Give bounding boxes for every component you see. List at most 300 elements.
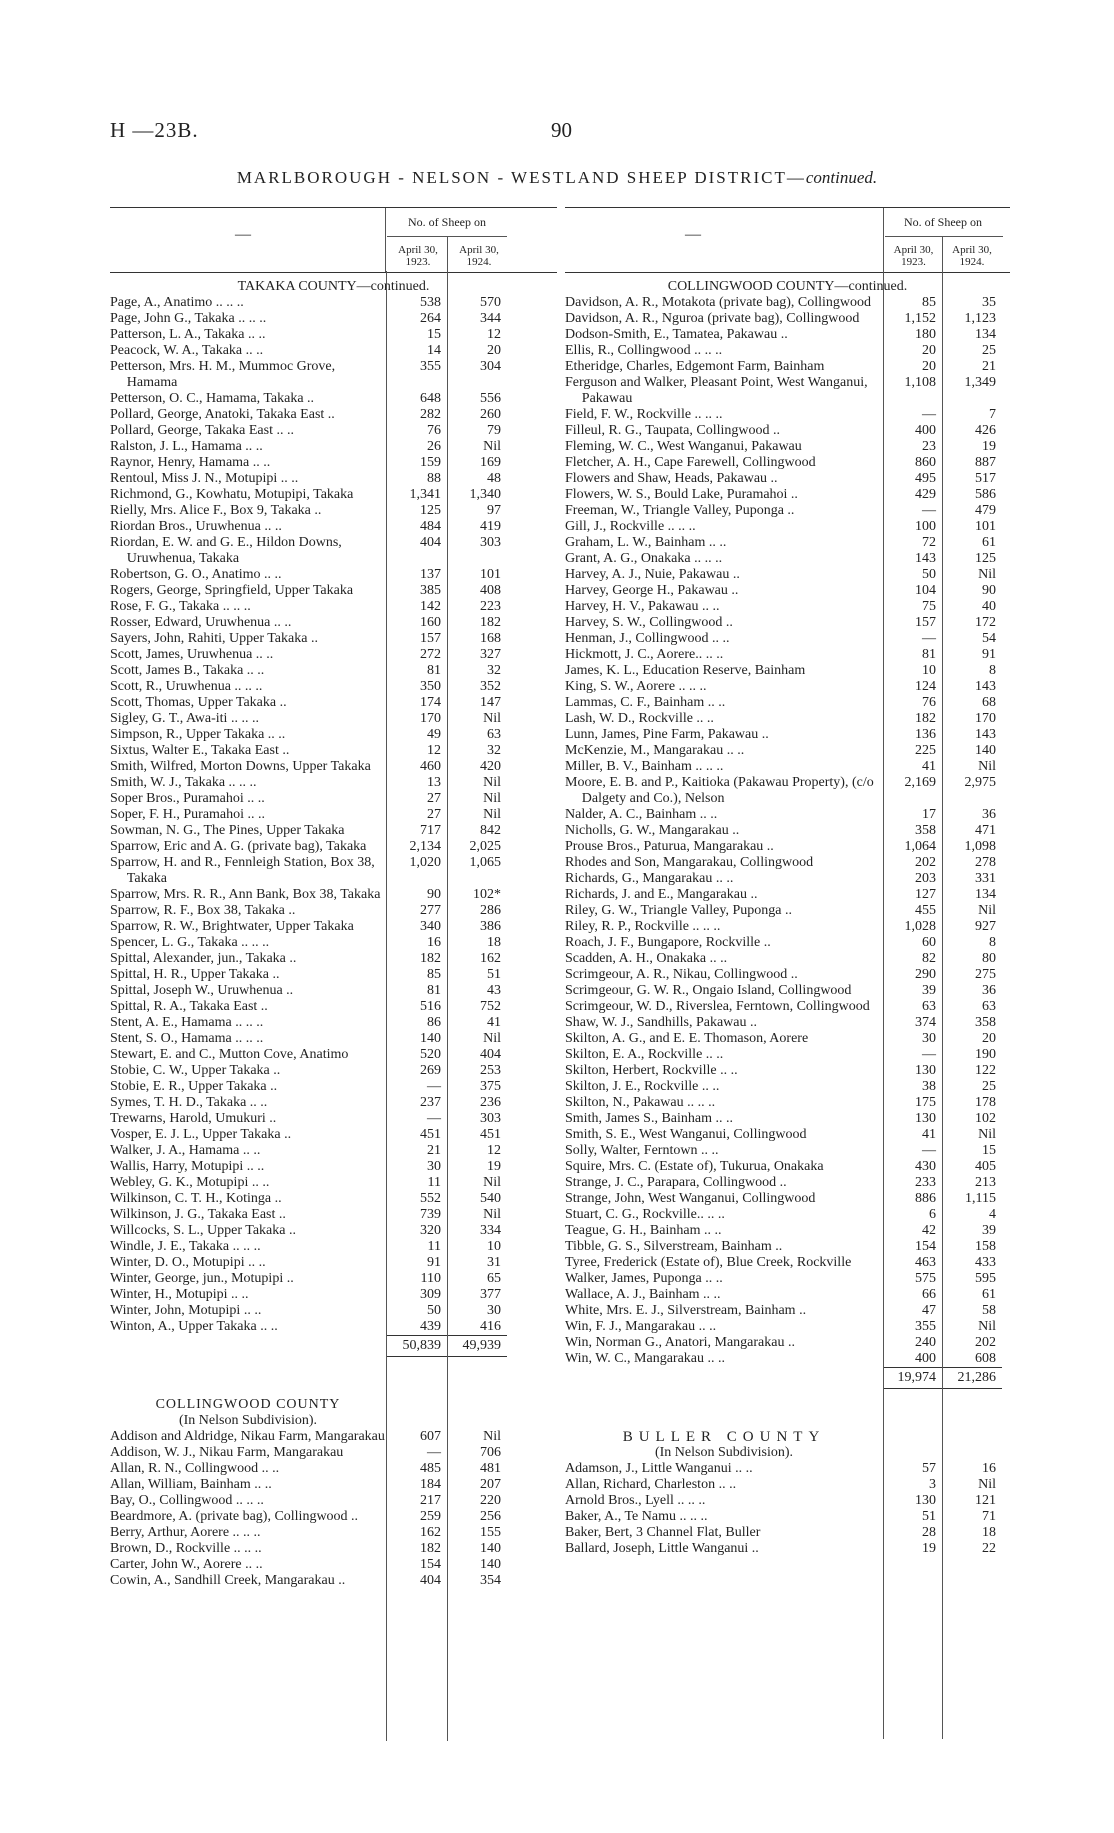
sheep-1924: 327	[480, 647, 501, 662]
sheep-1924: 354	[480, 1573, 501, 1588]
owner-name: Baker, A., Te Namu .. .. ..	[565, 1509, 708, 1524]
sheep-1924: 1,340	[469, 487, 501, 502]
sheep-1924: 303	[480, 1111, 501, 1126]
sheep-1924: 10	[487, 1239, 501, 1254]
sheep-1924: 43	[487, 983, 501, 998]
page-number: 90	[551, 118, 572, 142]
owner-name: Winton, A., Upper Takaka .. ..	[110, 1319, 278, 1334]
table-row	[565, 535, 1010, 551]
sheep-1923: 272	[420, 647, 441, 662]
table-row	[110, 1255, 557, 1271]
owner-name: Scrimgeour, W. D., Riverslea, Ferntown, Collingwood	[565, 999, 870, 1014]
sheep-1924: 1,349	[964, 375, 996, 390]
table-row	[110, 311, 557, 327]
sheep-1923: 23	[922, 439, 936, 454]
sheep-1923: 451	[420, 1127, 441, 1142]
owner-name: Rose, F. G., Takaka .. .. ..	[110, 599, 251, 614]
table-row	[110, 1175, 557, 1191]
owner-name: Spittal, R. A., Takaka East ..	[110, 999, 268, 1014]
table-row	[565, 1015, 1010, 1031]
sheep-1924: Nil	[978, 759, 996, 774]
sheep-1923: 50	[427, 1303, 441, 1318]
table-row	[565, 567, 1010, 583]
sheep-1924: 405	[975, 1159, 996, 1174]
sheep-1923: 15	[427, 327, 441, 342]
sheep-1924: 420	[480, 759, 501, 774]
sheep-1923: 72	[922, 535, 936, 550]
table-row	[565, 375, 1010, 407]
sheep-1923: 717	[420, 823, 441, 838]
left-table-body	[110, 279, 557, 1589]
sheep-1924: 20	[982, 1031, 996, 1046]
owner-name: Nicholls, G. W., Mangarakau ..	[565, 823, 740, 838]
owner-name: White, Mrs. E. J., Silverstream, Bainham ..	[565, 1303, 807, 1318]
sheep-1923: 259	[420, 1509, 441, 1524]
sheep-1923: 91	[427, 1255, 441, 1270]
table-row	[110, 1319, 557, 1335]
table-row	[110, 471, 557, 487]
sheep-1924: Nil	[483, 711, 501, 726]
table-row	[565, 1351, 1010, 1367]
table-row	[565, 551, 1010, 567]
owner-name: Stewart, E. and C., Mutton Cove, Anatimo	[110, 1047, 349, 1062]
table-row	[110, 1015, 557, 1031]
sheep-1924: 125	[975, 551, 996, 566]
owner-name: Filleul, R. G., Taupata, Collingwood ..	[565, 423, 780, 438]
sheep-1924: 168	[480, 631, 501, 646]
sheep-1924: 1,123	[964, 311, 996, 326]
owner-name: Solly, Walter, Ferntown .. ..	[565, 1143, 719, 1158]
table-row	[110, 583, 557, 599]
sheep-1923: 175	[915, 1095, 936, 1110]
owner-name: Richards, J. and E., Mangarakau ..	[565, 887, 758, 902]
sheep-1924: 479	[975, 503, 996, 518]
sheep-1923: 57	[922, 1461, 936, 1476]
sheep-1923: 30	[427, 1159, 441, 1174]
owner-name: Smith, James S., Bainham .. ..	[565, 1111, 733, 1126]
sheep-1923: 41	[922, 1127, 936, 1142]
owner-name: Winter, George, jun., Motupipi ..	[110, 1271, 294, 1286]
sheep-1923: 355	[915, 1319, 936, 1334]
sheep-1924: 8	[989, 935, 996, 950]
sheep-1924: 19	[487, 1159, 501, 1174]
owner-name: Harvey, George H., Pakawau ..	[565, 583, 739, 598]
owner-name: Rhodes and Son, Mangarakau, Collingwood	[565, 855, 814, 870]
sheep-1923: 75	[922, 599, 936, 614]
owner-name: Smith, W. J., Takaka .. .. ..	[110, 775, 257, 790]
sheep-1924: 451	[480, 1127, 501, 1142]
table-row	[110, 1493, 557, 1509]
table-row	[565, 1271, 1010, 1287]
owner-name: Wilkinson, J. G., Takaka East ..	[110, 1207, 286, 1222]
table-row	[565, 727, 1010, 743]
sheep-1923: 439	[420, 1319, 441, 1334]
table-row	[565, 327, 1010, 343]
sheep-1923: 404	[420, 1573, 441, 1588]
owner-name: Nalder, A. C., Bainham .. ..	[565, 807, 718, 822]
table-row	[110, 807, 557, 823]
owner-name: Pollard, George, Takaka East .. ..	[110, 423, 294, 438]
table-row	[110, 615, 557, 631]
sheep-1923: 2,169	[904, 775, 936, 790]
table-row	[110, 1047, 557, 1063]
owner-name: Skilton, N., Pakawau .. .. ..	[565, 1095, 716, 1110]
owner-name: Petterson, O. C., Hamama, Takaka ..	[110, 391, 315, 406]
header-dash: —	[235, 226, 251, 243]
owner-name: Patterson, L. A., Takaka .. ..	[110, 327, 266, 342]
table-row	[565, 1111, 1010, 1127]
sheep-1923: 49	[427, 727, 441, 742]
table-row	[110, 1079, 557, 1095]
sheep-1924: 65	[487, 1271, 501, 1286]
table-row	[565, 1207, 1010, 1223]
sheep-1923: 174	[420, 695, 441, 710]
table-row	[110, 679, 557, 695]
owner-name: Tyree, Frederick (Estate of), Blue Creek, Rockville	[565, 1255, 852, 1270]
owner-name: Strange, John, West Wanganui, Collingwood	[565, 1191, 816, 1206]
owner-name: Grant, A. G., Onakaka .. .. ..	[565, 551, 723, 566]
owner-name: Stobie, C. W., Upper Takaka ..	[110, 1063, 281, 1078]
sheep-1924: 608	[975, 1351, 996, 1366]
table-row	[110, 1159, 557, 1175]
owner-name: James, K. L., Education Reserve, Bainham	[565, 663, 806, 678]
sheep-1923: —	[427, 1079, 441, 1094]
sheep-1923: 182	[915, 711, 936, 726]
sheep-1924: 8	[989, 663, 996, 678]
sheep-1923: 26	[427, 439, 441, 454]
sheep-1923: 137	[420, 567, 441, 582]
sheep-1924: 842	[480, 823, 501, 838]
table-row	[565, 967, 1010, 983]
sheep-1924: Nil	[978, 903, 996, 918]
owner-name: Sparrow, R. W., Brightwater, Upper Takaka	[110, 919, 354, 934]
owner-name: Flowers and Shaw, Heads, Pakawau ..	[565, 471, 778, 486]
table-row	[565, 679, 1010, 695]
table-row	[565, 1063, 1010, 1079]
table-row	[110, 503, 557, 519]
table-row	[110, 487, 557, 503]
table-row	[565, 311, 1010, 327]
owner-name: Spencer, L. G., Takaka .. .. ..	[110, 935, 270, 950]
sheep-1924: 433	[975, 1255, 996, 1270]
sheep-1924: 51	[487, 967, 501, 982]
owner-name: Stuart, C. G., Rockville.. .. ..	[565, 1207, 725, 1222]
sheep-1923: 170	[420, 711, 441, 726]
owner-name: Berry, Arthur, Aorere .. .. ..	[110, 1525, 261, 1540]
table-row	[565, 951, 1010, 967]
table-row	[565, 1095, 1010, 1111]
sheep-1923: 607	[420, 1429, 441, 1444]
owner-name: Sigley, G. T., Awa-iti .. .. ..	[110, 711, 259, 726]
owner-name: Harvey, H. V., Pakawau .. ..	[565, 599, 720, 614]
sheep-1923: 159	[420, 455, 441, 470]
sheep-1923: 38	[922, 1079, 936, 1094]
table-row	[565, 839, 1010, 855]
sheep-1924: 344	[480, 311, 501, 326]
table-row	[565, 1493, 1010, 1509]
sheep-1924: 36	[982, 983, 996, 998]
sheep-1924: 147	[480, 695, 501, 710]
sheep-1924: 101	[480, 567, 501, 582]
table-row	[565, 1335, 1010, 1351]
sheep-1923: 51	[922, 1509, 936, 1524]
table-row	[110, 407, 557, 423]
sheep-1924: 1,115	[965, 1191, 996, 1206]
owner-name: Roach, J. F., Bungapore, Rockville ..	[565, 935, 771, 950]
table-row	[110, 535, 557, 567]
total-1923: 19,974	[883, 1367, 942, 1389]
table-row	[110, 903, 557, 919]
owner-name: Allan, William, Bainham .. ..	[110, 1477, 272, 1492]
table-row	[110, 823, 557, 839]
sheep-1924: 68	[982, 695, 996, 710]
table-row	[110, 1573, 557, 1589]
sheep-1924: 63	[487, 727, 501, 742]
table-row	[565, 471, 1010, 487]
owner-name: Sparrow, Mrs. R. R., Ann Bank, Box 38, Takaka	[110, 887, 381, 902]
sheep-1923: 233	[915, 1175, 936, 1190]
table-row	[110, 423, 557, 439]
sheep-1923: 11	[427, 1239, 441, 1254]
table-row	[110, 1477, 557, 1493]
owner-name: Miller, B. V., Bainham .. .. ..	[565, 759, 724, 774]
table-row	[110, 967, 557, 983]
table-row	[110, 391, 557, 407]
sheep-1924: Nil	[483, 1175, 501, 1190]
sheep-1923: 50	[922, 567, 936, 582]
sheep-1923: 85	[922, 295, 936, 310]
owner-name: Skilton, E. A., Rockville .. ..	[565, 1047, 724, 1062]
owner-name: Scadden, A. H., Onakaka .. ..	[565, 951, 728, 966]
owner-name: Addison and Aldridge, Nikau Farm, Mangarakau	[110, 1429, 385, 1444]
sheep-1924: 2,025	[469, 839, 501, 854]
sheep-1923: 130	[915, 1063, 936, 1078]
table-row	[565, 1319, 1010, 1335]
header-dash: —	[685, 226, 701, 243]
sheep-1924: 20	[487, 343, 501, 358]
sheep-1923: 160	[420, 615, 441, 630]
sheep-1923: 86	[427, 1015, 441, 1030]
sheep-1923: 2,134	[409, 839, 441, 854]
sheep-1923: 400	[915, 1351, 936, 1366]
owner-name: McKenzie, M., Mangarakau .. ..	[565, 743, 745, 758]
page-title: MARLBOROUGH - NELSON - WESTLAND SHEEP DISTRICT—continued.	[236, 168, 878, 187]
sheep-1924: 71	[982, 1509, 996, 1524]
owner-name: Strange, J. C., Parapara, Collingwood ..	[565, 1175, 787, 1190]
sheep-1923: 162	[420, 1525, 441, 1540]
total-row-takaka	[110, 1335, 557, 1357]
sheep-1924: 586	[975, 487, 996, 502]
sheep-1924: 169	[480, 455, 501, 470]
sheep-1923: —	[427, 1445, 441, 1460]
owner-name: Win, Norman G., Anatori, Mangarakau ..	[565, 1335, 795, 1350]
sheep-1923: 6	[929, 1207, 936, 1222]
table-row	[565, 1303, 1010, 1319]
sheep-1924: 927	[975, 919, 996, 934]
owner-name: Scrimgeour, G. W. R., Ongaio Island, Collingwood	[565, 983, 852, 998]
table-row	[110, 1461, 557, 1477]
sheep-1924: 178	[975, 1095, 996, 1110]
owner-name: Robertson, G. O., Anatimo .. ..	[110, 567, 282, 582]
sheep-1923: 282	[420, 407, 441, 422]
sheep-1923: 1,064	[904, 839, 936, 854]
owner-name: Lammas, C. F., Bainham .. ..	[565, 695, 726, 710]
sheep-1923: 136	[915, 727, 936, 742]
owner-name: Rielly, Mrs. Alice F., Box 9, Takaka ..	[110, 503, 322, 518]
sheep-1923: 538	[420, 295, 441, 310]
sheep-1924: 91	[982, 647, 996, 662]
total-1924: 21,286	[942, 1367, 1002, 1389]
sheep-1924: 90	[982, 583, 996, 598]
sheep-1924: 102	[975, 1111, 996, 1126]
owner-name: Cowin, A., Sandhill Creek, Mangarakau ..	[110, 1573, 346, 1588]
sheep-1924: Nil	[483, 439, 501, 454]
owner-name: Allan, Richard, Charleston .. ..	[565, 1477, 737, 1492]
sheep-1923: 463	[915, 1255, 936, 1270]
sheep-1924: 556	[480, 391, 501, 406]
sheep-1924: 386	[480, 919, 501, 934]
document-code: H —23B.	[110, 118, 199, 142]
table-row	[110, 743, 557, 759]
sheep-1923: 309	[420, 1287, 441, 1302]
sheep-1924: 375	[480, 1079, 501, 1094]
sheep-1923: 39	[922, 983, 936, 998]
sheep-1923: 485	[420, 1461, 441, 1476]
sheep-1924: 19	[982, 439, 996, 454]
table-row	[565, 743, 1010, 759]
owner-name: Spittal, Joseph W., Uruwhenua ..	[110, 983, 294, 998]
sheep-1924: 40	[982, 599, 996, 614]
owner-name: Sparrow, H. and R., Fennleigh Station, Box 38, Takaka	[110, 855, 375, 886]
sheep-1923: 157	[915, 615, 936, 630]
owner-name: Vosper, E. J. L., Upper Takaka ..	[110, 1127, 292, 1142]
table-row	[565, 983, 1010, 999]
sheep-1924: 80	[982, 951, 996, 966]
sheep-1923: 42	[922, 1223, 936, 1238]
sheep-1923: 27	[427, 791, 441, 806]
table-row	[565, 1047, 1010, 1063]
owner-name: Graham, L. W., Bainham .. ..	[565, 535, 727, 550]
table-row	[110, 647, 557, 663]
owner-name: Henman, J., Collingwood .. ..	[565, 631, 730, 646]
sheep-1923: 66	[922, 1287, 936, 1302]
owner-name: Sowman, N. G., The Pines, Upper Takaka	[110, 823, 345, 838]
sheep-1924: 286	[480, 903, 501, 918]
owner-name: Soper Bros., Puramahoi .. ..	[110, 791, 265, 806]
sheep-1923: —	[427, 1111, 441, 1126]
table-row	[565, 455, 1010, 471]
sheep-1923: 886	[915, 1191, 936, 1206]
sheep-1924: 304	[480, 359, 501, 374]
sheep-1923: 130	[915, 1493, 936, 1508]
sheep-1923: 17	[922, 807, 936, 822]
sheep-1923: 63	[922, 999, 936, 1014]
owner-name: Skilton, J. E., Rockville .. ..	[565, 1079, 720, 1094]
table-row	[565, 1175, 1010, 1191]
owner-name: Harvey, S. W., Collingwood ..	[565, 615, 733, 630]
sheep-1923: 19	[922, 1541, 936, 1556]
sheep-1924: 158	[975, 1239, 996, 1254]
sheep-1923: 484	[420, 519, 441, 534]
sheep-1923: 237	[420, 1095, 441, 1110]
owner-name: Carter, John W., Aorere .. ..	[110, 1557, 263, 1572]
owner-name: Sparrow, Eric and A. G. (private bag), Takaka	[110, 839, 367, 854]
sheep-1924: 426	[975, 423, 996, 438]
sheep-1923: 127	[915, 887, 936, 902]
table-row	[565, 583, 1010, 599]
sheep-1923: 404	[420, 535, 441, 550]
table-row	[110, 1445, 557, 1461]
table-row	[565, 599, 1010, 615]
sheep-1924: 155	[480, 1525, 501, 1540]
sheep-1924: 1,065	[469, 855, 501, 870]
total-1924: 49,939	[447, 1335, 507, 1357]
table-row	[110, 695, 557, 711]
sheep-1923: 374	[915, 1015, 936, 1030]
table-row	[110, 599, 557, 615]
owner-name: Rosser, Edward, Uruwhenua .. ..	[110, 615, 292, 630]
owner-name: Flowers, W. S., Bould Lake, Puramahoi ..	[565, 487, 798, 502]
table-row	[565, 711, 1010, 727]
sheep-1924: 18	[487, 935, 501, 950]
owner-name: Fletcher, A. H., Cape Farewell, Collingwood	[565, 455, 816, 470]
owner-name: Skilton, Herbert, Rockville .. ..	[565, 1063, 738, 1078]
sheep-1923: 88	[427, 471, 441, 486]
table-row	[565, 519, 1010, 535]
table-row	[110, 359, 557, 391]
owner-name: Rogers, George, Springfield, Upper Takaka	[110, 583, 354, 598]
sheep-1923: 350	[420, 679, 441, 694]
sheep-1924: 54	[982, 631, 996, 646]
sheep-1924: 540	[480, 1191, 501, 1206]
sheep-1924: 25	[982, 1079, 996, 1094]
owner-name: Soper, F. H., Puramahoi .. ..	[110, 807, 266, 822]
sheep-1924: 275	[975, 967, 996, 982]
table-row	[110, 1063, 557, 1079]
owner-name: Wilkinson, C. T. H., Kotinga ..	[110, 1191, 282, 1206]
sheep-1924: 220	[480, 1493, 501, 1508]
left-table-header	[110, 207, 557, 273]
owner-name: Windle, J. E., Takaka .. .. ..	[110, 1239, 261, 1254]
sheep-1923: 269	[420, 1063, 441, 1078]
sheep-1923: 157	[420, 631, 441, 646]
sheep-1924: 419	[480, 519, 501, 534]
owner-name: Smith, Wilfred, Morton Downs, Upper Takaka	[110, 759, 371, 774]
sheep-1923: 27	[427, 807, 441, 822]
sheep-1924: 278	[975, 855, 996, 870]
sheep-1924: 140	[975, 743, 996, 758]
sheep-1924: 256	[480, 1509, 501, 1524]
owner-name: Winter, John, Motupipi .. ..	[110, 1303, 262, 1318]
table-row	[565, 775, 1010, 807]
sheep-1923: 340	[420, 919, 441, 934]
sheep-1924: 517	[975, 471, 996, 486]
table-row	[110, 1271, 557, 1287]
sheep-1924: 260	[480, 407, 501, 422]
table-row	[565, 647, 1010, 663]
owner-name: Riley, R. P., Rockville .. .. ..	[565, 919, 721, 934]
table-row	[110, 439, 557, 455]
sheep-1924: 61	[982, 1287, 996, 1302]
owner-name: Harvey, A. J., Nuie, Pakawau ..	[565, 567, 740, 582]
sheep-1923: 11	[427, 1175, 441, 1190]
owner-name: Ralston, J. L., Hamama .. ..	[110, 439, 263, 454]
table-row	[110, 1303, 557, 1319]
sheep-1924: Nil	[483, 1207, 501, 1222]
sheep-1923: —	[922, 1047, 936, 1062]
sheep-1923: 355	[420, 359, 441, 374]
sheep-1924: Nil	[978, 1477, 996, 1492]
